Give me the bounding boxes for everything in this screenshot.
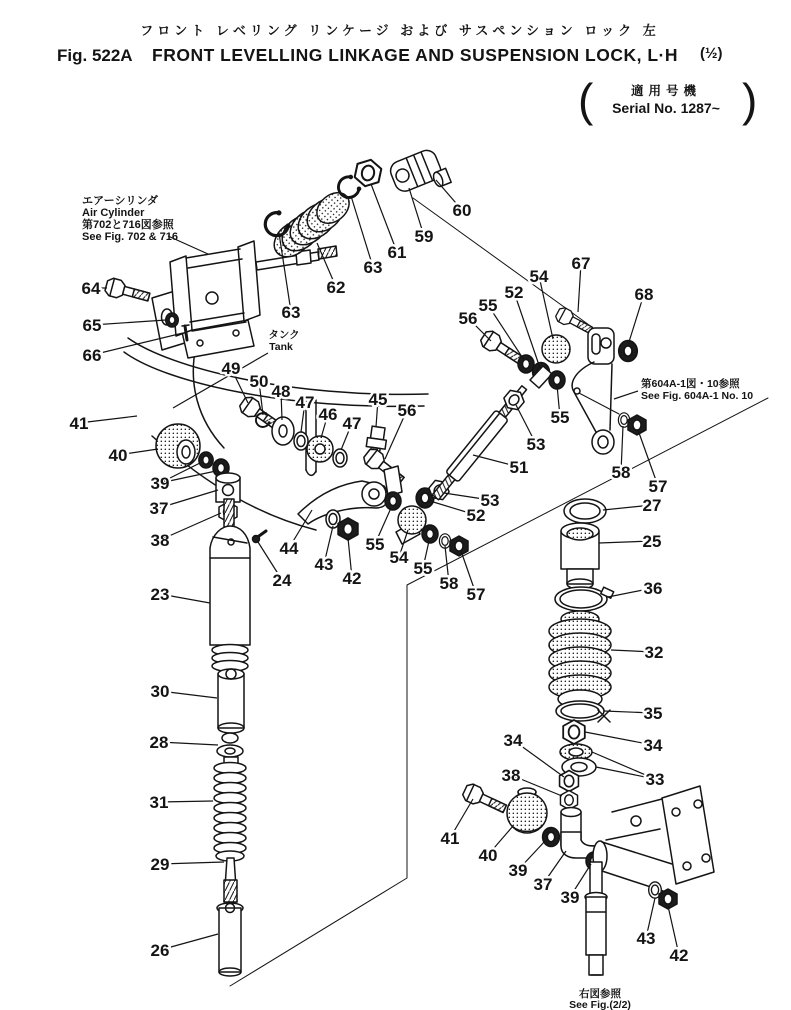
bell-crank-lever (572, 328, 619, 454)
part-label-44: 44 (279, 539, 299, 558)
part-label-38: 38 (501, 766, 521, 785)
part-label-39: 39 (508, 861, 528, 880)
clamp-36 (555, 587, 614, 611)
part-label-56: 56 (458, 309, 478, 328)
part-label-55: 55 (550, 408, 570, 427)
clamp-ring-35 (556, 701, 610, 722)
washers-28 (217, 733, 243, 757)
part-label-24: 24 (272, 571, 292, 590)
part-label-42: 42 (342, 569, 362, 588)
ref-604a-en: See Fig. 604A-1 No. 10 (641, 390, 754, 402)
clevis-59 (388, 147, 444, 194)
part-label-37: 37 (149, 499, 169, 518)
air-cylinder-ref-jp: 第702と716図参照 (82, 219, 174, 231)
part-label-23: 23 (150, 585, 170, 604)
air-cylinder-ref-en: See Fig. 702 & 716 (82, 231, 178, 243)
part-label-28: 28 (149, 733, 169, 752)
part-label-55: 55 (478, 296, 498, 315)
part-label-40: 40 (108, 446, 128, 465)
diagram-artwork (104, 147, 768, 986)
part-label-48: 48 (271, 382, 291, 401)
part-label-37: 37 (533, 875, 553, 894)
part-label-57: 57 (466, 585, 486, 604)
air-cylinder-note-en: Air Cylinder (82, 207, 145, 219)
part-label-62: 62 (326, 278, 346, 297)
air-cylinder (152, 241, 337, 358)
part-label-25: 25 (642, 532, 662, 551)
screw-24 (253, 531, 267, 543)
nut-34 (563, 720, 585, 744)
part-label-60: 60 (452, 201, 472, 220)
nut-55 (385, 492, 401, 510)
tank-label-jp: タンク (268, 329, 300, 341)
part-label-68: 68 (634, 285, 654, 304)
rod-boot-and-clevis (261, 147, 451, 264)
part-label-47: 47 (342, 414, 362, 433)
part-label-39: 39 (560, 888, 580, 907)
part-label-67: 67 (571, 254, 591, 273)
part-label-53: 53 (526, 435, 546, 454)
part-label-30: 30 (150, 682, 170, 701)
leader-line-65 (92, 320, 166, 325)
sleeve-30 (218, 669, 244, 733)
nut-42 (338, 518, 358, 540)
leader-line-63 (351, 196, 373, 267)
leader-line-61 (371, 184, 397, 252)
o-ring-27 (564, 499, 606, 523)
bearing-33 (560, 744, 596, 776)
nut-34 (560, 771, 579, 792)
part-label-43: 43 (314, 555, 334, 574)
pin-26 (217, 903, 243, 976)
part-label-41: 41 (69, 414, 89, 433)
ball-joint-54 (396, 506, 426, 544)
axle-bracket (593, 786, 714, 892)
page-header (57, 23, 757, 126)
part-label-33: 33 (645, 770, 665, 789)
part-label-58: 58 (611, 463, 631, 482)
part-label-35: 35 (643, 704, 663, 723)
part-label-41: 41 (440, 829, 460, 848)
ref-2-2-note (569, 987, 631, 1010)
pivot-pin (585, 862, 607, 975)
bushing-46 (307, 436, 333, 462)
part-label-34: 34 (503, 731, 523, 750)
part-label-50: 50 (249, 372, 269, 391)
shock-absorber-23 (210, 499, 250, 645)
part-label-26: 26 (150, 941, 170, 960)
part-label-64: 64 (81, 279, 101, 298)
bolt-41 (461, 782, 508, 817)
ball-joint-40 (156, 424, 200, 468)
part-label-54: 54 (529, 267, 549, 286)
part-label-54: 54 (389, 548, 409, 567)
air-cylinder-note (82, 194, 208, 254)
part-label-42: 42 (669, 946, 689, 965)
part-label-65: 65 (82, 316, 102, 335)
serial-paren-close: ) (742, 74, 758, 126)
part-label-46: 46 (318, 405, 338, 424)
nut-61 (353, 157, 382, 188)
part-label-32: 32 (644, 643, 664, 662)
clevis-37 (216, 473, 240, 502)
part-label-38: 38 (150, 531, 170, 550)
part-label-56: 56 (397, 401, 417, 420)
leader-line-29 (160, 862, 224, 864)
part-label-43: 43 (636, 929, 656, 948)
air-cylinder-note-jp: エアーシリンダ (82, 195, 159, 207)
part-label-45: 45 (368, 390, 388, 409)
part-label-63: 63 (363, 258, 383, 277)
coil-seat (212, 645, 248, 672)
ref-2-2-jp: 右図参照 (579, 988, 621, 1000)
serial-paren-open: ( (578, 74, 594, 126)
part-label-52: 52 (466, 506, 486, 525)
part-label-52: 52 (504, 283, 524, 302)
ref-604a-jp: 第604A-1図・10参照 (641, 378, 740, 390)
part-label-57: 57 (648, 477, 668, 496)
part-label-29: 29 (150, 855, 170, 874)
sheet-fraction: (½) (700, 45, 723, 62)
ring-55 (518, 355, 534, 373)
part-label-53: 53 (480, 491, 500, 510)
ref-604a-note (614, 377, 753, 402)
part-label-51: 51 (509, 458, 529, 477)
seal-39 (543, 828, 560, 847)
part-label-61: 61 (387, 243, 407, 262)
part-label-49: 49 (221, 359, 241, 378)
part-label-63: 63 (281, 303, 301, 322)
part-label-47: 47 (295, 393, 315, 412)
part-label-59: 59 (414, 227, 434, 246)
part-label-55: 55 (365, 535, 385, 554)
ring-47 (333, 449, 347, 467)
serial-label-japanese: 適用号機 (630, 84, 702, 98)
part-label-58: 58 (439, 574, 459, 593)
nut-57 (450, 536, 468, 556)
nut-38 (560, 791, 577, 810)
ring-47 (294, 432, 308, 450)
bolt-64 (104, 277, 151, 306)
washer-65 (166, 313, 179, 327)
seal-39 (199, 452, 213, 468)
part-label-40: 40 (478, 846, 498, 865)
nut-57 (628, 415, 646, 435)
part-label-39: 39 (150, 474, 170, 493)
bellows-32 (549, 611, 611, 708)
part-label-31: 31 (149, 793, 169, 812)
ring-55 (422, 525, 438, 543)
tank-label-en: Tank (269, 341, 293, 353)
part-label-36: 36 (643, 579, 663, 598)
part-label-66: 66 (82, 346, 102, 365)
spring-31 (214, 757, 246, 861)
cup-25 (561, 523, 599, 589)
title-english: FRONT LEVELLING LINKAGE AND SUSPENSION LOCK, L·H (152, 45, 678, 65)
serial-number-block (578, 74, 757, 126)
serial-number: Serial No. 1287~ (612, 100, 720, 116)
rod-29 (224, 858, 237, 902)
part-label-55: 55 (413, 559, 433, 578)
part-label-34: 34 (643, 736, 663, 755)
figure-number: Fig. 522A (57, 46, 133, 65)
ref-2-2-en: See Fig.(2/2) (569, 999, 631, 1010)
part-label-27: 27 (642, 496, 662, 515)
title-japanese: フロント レベリング リンケージ および サスペンション ロック 左 (140, 23, 660, 38)
washer-48 (272, 417, 294, 445)
